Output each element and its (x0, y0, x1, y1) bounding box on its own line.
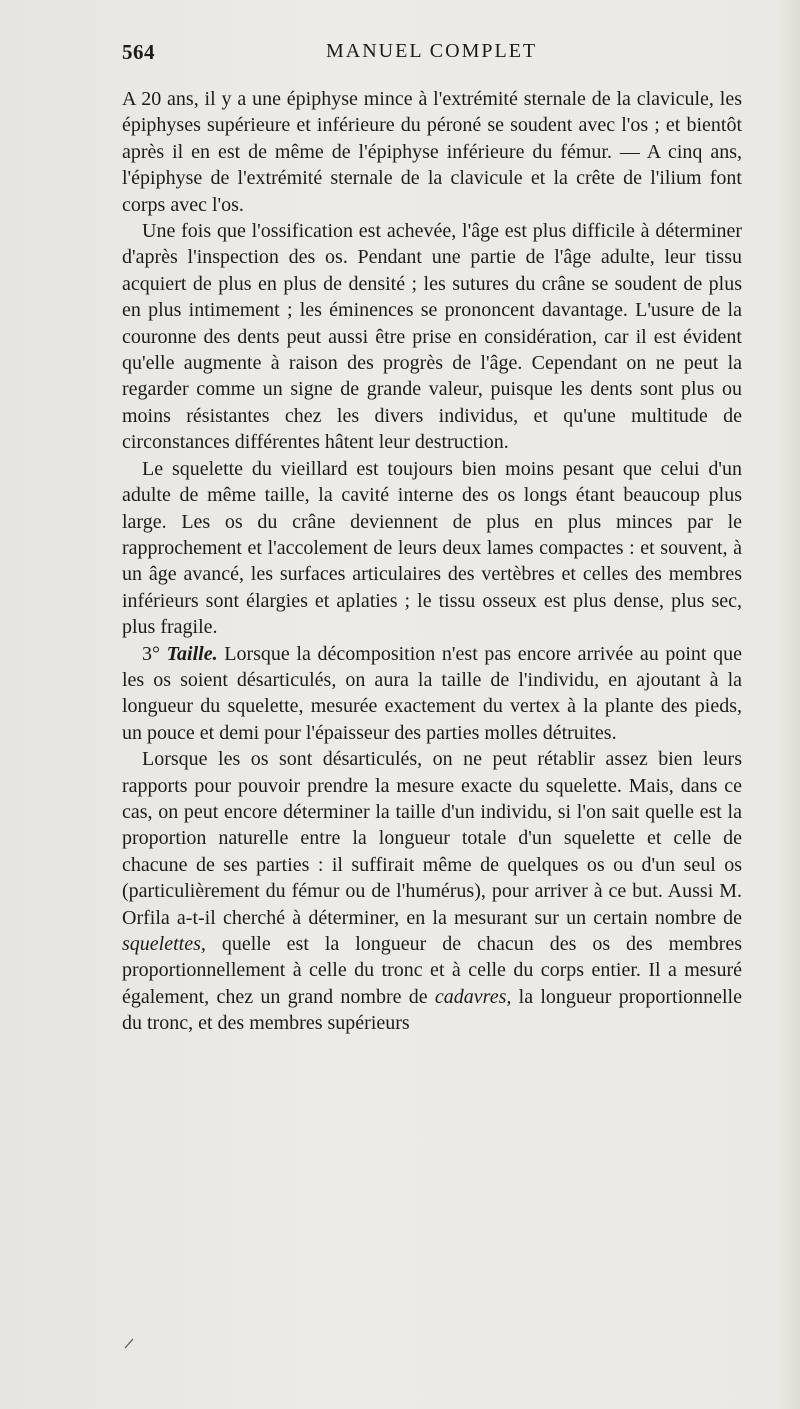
page-number: 564 (122, 40, 155, 64)
running-title: MANUEL COMPLET (326, 40, 538, 62)
emphasized-text: squelettes, (122, 933, 206, 955)
text-segment: Lorsque la décomposition n'est pas encore arrivée au point que les os soient désarticulés, on aura la taille de l'individu, en ajoutant à la longueur du squelette, mesurée exactement du vertex à la plante des pieds, un pouce et demi pour l'épaisseur des parties molles détruites. (122, 642, 742, 744)
paragraph (122, 86, 742, 218)
page-header (122, 40, 742, 70)
emphasized-text: cadavres, (434, 985, 512, 1008)
text-segment: quelle est la longueur de chacun des os des membres proportionnellement à celle du tronc et à celle du corps entier. Il a mesuré également, chez un grand nombre de (122, 933, 742, 1008)
paragraph (122, 746, 742, 1036)
page-edge-shadow (778, 0, 800, 1409)
paragraph (122, 218, 742, 456)
text-segment: A 20 ans, il y a une épiphyse mince à l'extrémité sternale de la clavicule, les épiphyses supérieure et inférieure du péroné se soudent avec l'os ; et bientôt après il en est de même de l'épiphyse inférieure du fémur. — A cinq ans, l'épiphyse de l'extrémité sternale de la clavicule et la crête de l'ilium font corps avec l'os. (122, 88, 742, 216)
text-segment: Une fois que l'ossification est achevée, l'âge est plus difficile à déterminer d'après l'inspection des os. Pendant une partie de l'âge adulte, leur tissu acquiert de plus en plus de densité ; les sutures du crâne se soudent de plus en plus intimement ; les éminences se prononcent davantage. L'usure de la couronne des dents peut aussi être prise en considération, car il est évident qu'elle augmente à raison des progrès de l'âge. Cependant on ne peut la regarder comme un signe de grande valeur, puisque les dents sont plus ou moins résistantes chez les divers individus, et qu'une multitude de circonstances différentes hâtent leur destruction. (122, 220, 742, 454)
text-segment: Lorsque les os sont désarticulés, on ne peut rétablir assez bien leurs rapports pour pouvoir prendre la mesure exacte du squelette. Mais, dans ce cas, on peut encore déterminer la taille d'un individu, si l'on sait quelle est la proportion naturelle entre la longueur totale d'un squelette et celle de chacune de ses parties : il suffirait même de quelques os ou d'un seul os (particulièrement du fémur ou de l'humérus), pour arriver à ce but. Aussi M. Orfila a-t-il cherché à déterminer, en la mesurant sur un certain nombre de (122, 748, 742, 929)
stray-ink-mark (122, 1336, 136, 1350)
text-segment: 3° (142, 642, 167, 665)
body-text (122, 86, 742, 1037)
paragraph (122, 641, 742, 747)
paragraph (122, 456, 742, 641)
emphasized-text: Taille. (166, 642, 218, 665)
text-segment: la longueur proportionnelle du tronc, et des membres supérieurs (122, 985, 742, 1035)
text-segment: Le squelette du vieillard est toujours bien moins pesant que celui d'un adulte de même taille, la cavité interne des os longs étant beaucoup plus large. Les os du crâne deviennent de plus en plus minces par le rapprochement et l'accolement de leurs deux lames compactes : et souvent, à un âge avancé, les surfaces articulaires des vertèbres et celles des membres inférieurs sont élargies et aplaties ; le tissu osseux est plus dense, plus sec, plus fragile. (122, 457, 742, 639)
